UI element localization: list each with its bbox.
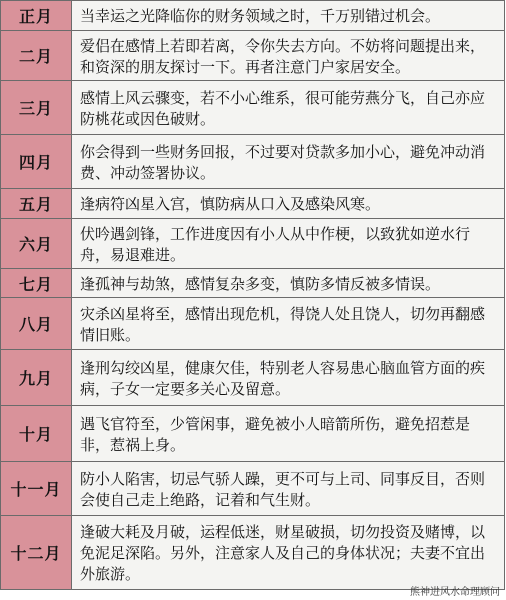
month-cell: 五月	[1, 189, 72, 219]
table-row	[1, 298, 505, 350]
fortune-text: 逢孤神与劫煞，感情复杂多变，慎防多情反被多情误。	[72, 269, 505, 298]
table-row	[1, 219, 505, 269]
fortune-text: 爱侣在感情上若即若离，令你失去方向。不妨将问题提出来，和资深的朋友探讨一下。再者注意门户家居安全。	[72, 31, 505, 81]
table-row	[1, 189, 505, 219]
month-cell: 四月	[1, 135, 72, 189]
month-cell: 九月	[1, 350, 72, 406]
month-cell: 七月	[1, 269, 72, 298]
table-row	[1, 81, 505, 135]
fortune-text: 伏吟遇剑锋，工作进度因有小人从中作梗，以致犹如逆水行舟，易退难进。	[72, 219, 505, 269]
fortune-text: 你会得到一些财务回报，不过要对贷款多加小心，避免冲动消费、冲动签署协议。	[72, 135, 505, 189]
month-cell: 二月	[1, 31, 72, 81]
month-cell: 十月	[1, 406, 72, 462]
watermark-credit: 熊神进风水命理顾问	[410, 587, 500, 598]
table-row	[1, 350, 505, 406]
month-cell: 十二月	[1, 516, 72, 590]
month-cell: 三月	[1, 81, 72, 135]
fortune-text: 逢刑勾绞凶星，健康欠佳，特别老人容易患心脑血管方面的疾病，子女一定要多关心及留意。	[72, 350, 505, 406]
table-row	[1, 406, 505, 462]
table-row	[1, 1, 505, 31]
month-cell: 正月	[1, 1, 72, 31]
table-row	[1, 269, 505, 298]
table-row	[1, 31, 505, 81]
fortune-text: 防小人陷害，切忌气骄人躁，更不可与上司、同事反目，否则会使自己走上绝路，记着和气生财。	[72, 462, 505, 516]
table-row	[1, 516, 505, 590]
fortune-text: 遇飞官符至，少管闲事，避免被小人暗箭所伤，避免招惹是非，惹祸上身。	[72, 406, 505, 462]
fortune-text: 灾杀凶星将至，感情出现危机，得饶人处且饶人，切勿再翻感情旧账。	[72, 298, 505, 350]
fortune-text: 逢病符凶星入宫，慎防病从口入及感染风寒。	[72, 189, 505, 219]
month-cell: 十一月	[1, 462, 72, 516]
table-row	[1, 462, 505, 516]
month-cell: 八月	[1, 298, 72, 350]
fortune-text: 感情上风云骤变，若不小心维系，很可能劳燕分飞，自己亦应防桃花或因色破财。	[72, 81, 505, 135]
fortune-text: 当幸运之光降临你的财务领域之时，千万别错过机会。	[72, 1, 505, 31]
fortune-text: 逢破大耗及月破，运程低迷，财星破损，切勿投资及赌博，以免泥足深陷。另外，注意家人及自己的身体状况；夫妻不宜出外旅游。	[72, 516, 505, 590]
table-row	[1, 135, 505, 189]
month-cell: 六月	[1, 219, 72, 269]
